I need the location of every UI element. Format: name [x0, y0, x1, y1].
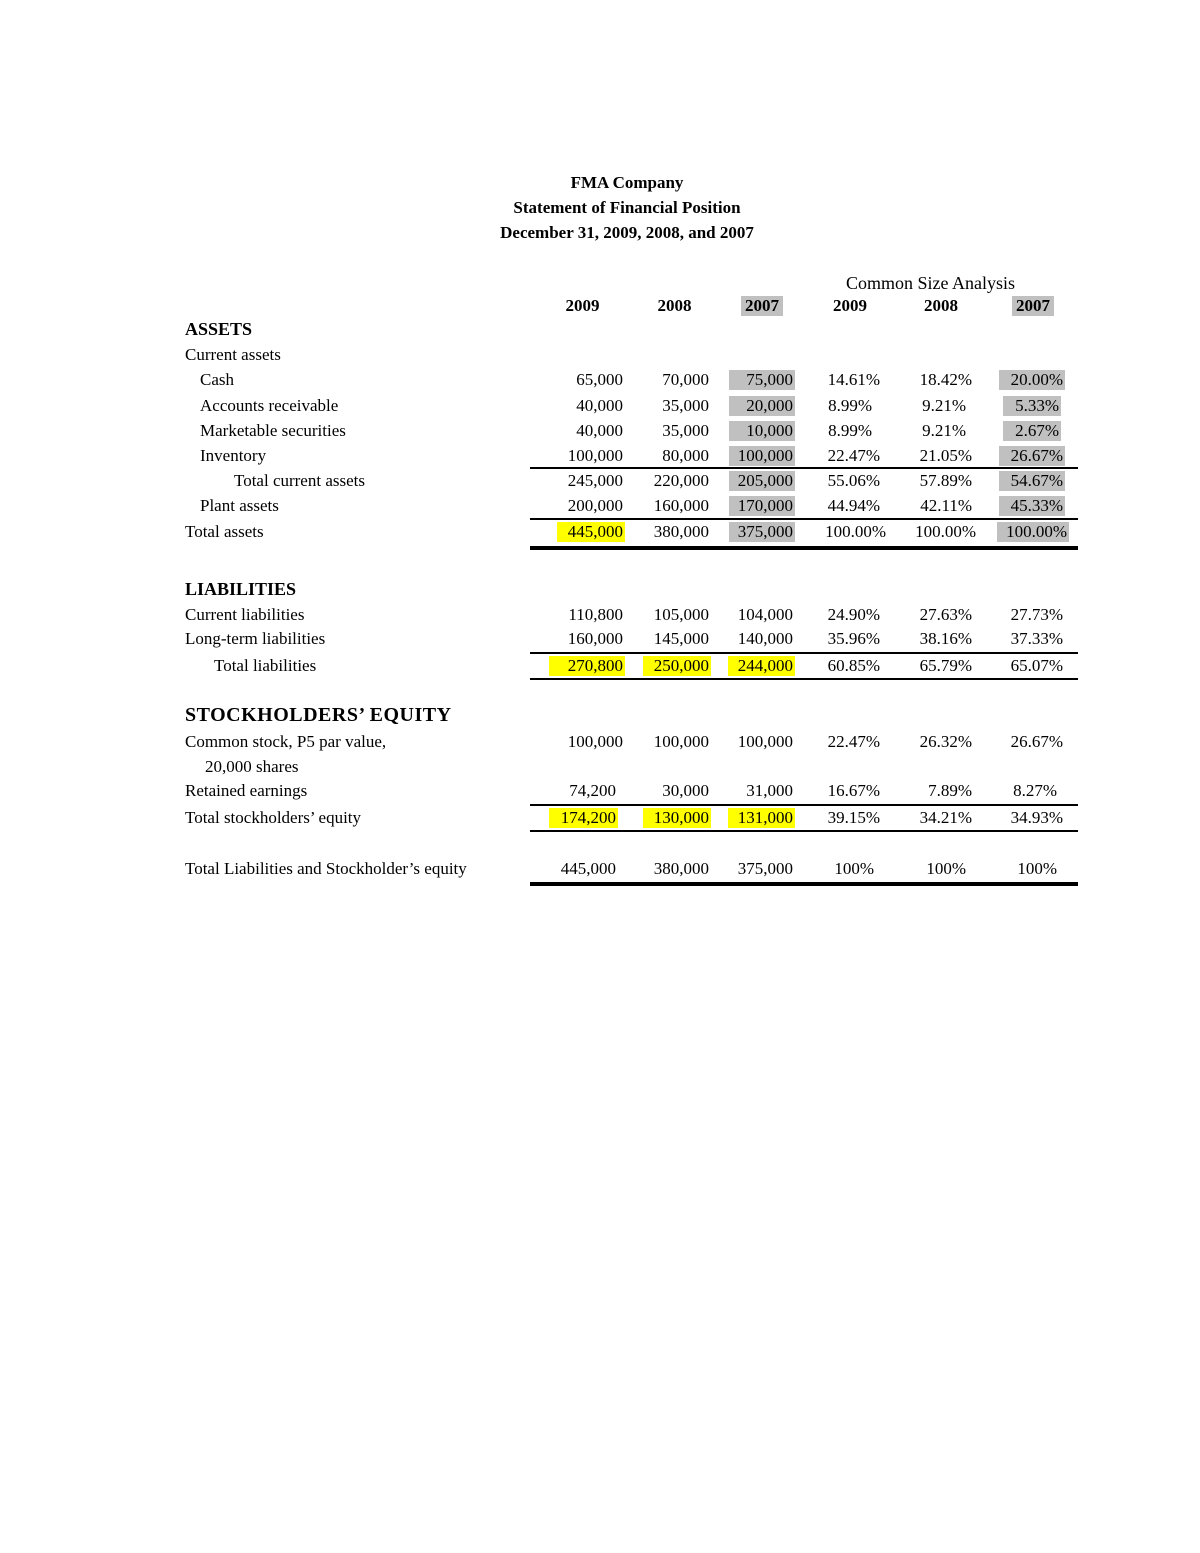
ta-pct-2007: 100.00% — [997, 522, 1069, 542]
ltl-2009: 160,000 — [567, 629, 623, 648]
tlse-pct-2008: 100% — [926, 859, 966, 878]
ltl-pct-2007: 37.33% — [1010, 629, 1063, 648]
tca-2008: 220,000 — [653, 471, 709, 490]
tl-2007: 244,000 — [728, 656, 795, 676]
cs-2009: 100,000 — [567, 732, 623, 751]
year-header-2009: 2009 — [565, 296, 600, 315]
re-2007: 31,000 — [746, 781, 793, 800]
tca-2009: 245,000 — [567, 471, 623, 490]
inv-pct-2007: 26.67% — [999, 446, 1065, 466]
re-pct-2007: 8.27% — [1013, 781, 1057, 800]
ar-2008: 35,000 — [662, 396, 709, 415]
cs-pct-2009: 22.47% — [827, 732, 880, 751]
tl-2009: 270,800 — [549, 656, 625, 676]
cl-pct-2009: 24.90% — [827, 605, 880, 624]
row-label-total-liabilities-and-equity: Total Liabilities and Stockholder’s equity — [185, 859, 467, 878]
total-rule-liabilities — [530, 678, 1078, 680]
ms-2007: 10,000 — [729, 421, 795, 441]
row-label-common-stock: Common stock, P5 par value, — [185, 732, 387, 751]
tca-pct-2009: 55.06% — [827, 471, 880, 490]
inv-2008: 80,000 — [662, 446, 709, 465]
tse-2008: 130,000 — [643, 808, 711, 828]
section-liabilities: LIABILITIES — [185, 579, 297, 599]
cash-2009: 65,000 — [576, 370, 623, 389]
plant-pct-2007: 45.33% — [999, 496, 1065, 516]
row-label-accounts-receivable: Accounts receivable — [200, 396, 339, 415]
row-label-total-current-assets: Total current assets — [234, 471, 365, 490]
year-header-2007: 2007 — [741, 296, 783, 316]
tl-pct-2008: 65.79% — [919, 656, 972, 675]
ta-2007: 375,000 — [729, 522, 795, 542]
cl-2009: 110,800 — [568, 605, 623, 624]
tca-pct-2008: 57.89% — [919, 471, 972, 490]
tlse-2009: 445,000 — [560, 859, 616, 878]
total-rule-equity — [530, 830, 1078, 832]
row-label-inventory: Inventory — [200, 446, 267, 465]
tl-pct-2009: 60.85% — [827, 656, 880, 675]
re-2008: 30,000 — [662, 781, 709, 800]
tse-pct-2008: 34.21% — [919, 808, 972, 827]
tse-pct-2009: 39.15% — [827, 808, 880, 827]
company-name: FMA Company — [570, 173, 684, 192]
year-header-2008: 2008 — [657, 296, 692, 315]
subsection-current-assets: Current assets — [185, 345, 281, 364]
ta-2008: 380,000 — [653, 522, 709, 541]
tse-2009: 174,200 — [549, 808, 618, 828]
ta-2009: 445,000 — [557, 522, 625, 542]
tlse-2007: 375,000 — [737, 859, 793, 878]
ltl-2008: 145,000 — [653, 629, 709, 648]
ms-pct-2009: 8.99% — [828, 421, 872, 440]
ar-2007: 20,000 — [729, 396, 795, 416]
ltl-pct-2008: 38.16% — [919, 629, 972, 648]
tlse-pct-2009: 100% — [834, 859, 874, 878]
ltl-pct-2009: 35.96% — [827, 629, 880, 648]
row-label-retained-earnings: Retained earnings — [185, 781, 308, 800]
cash-2008: 70,000 — [662, 370, 709, 389]
re-2009: 74,200 — [569, 781, 616, 800]
plant-pct-2009: 44.94% — [827, 496, 880, 515]
tse-pct-2007: 34.93% — [1010, 808, 1063, 827]
row-label-plant-assets: Plant assets — [200, 496, 279, 515]
cs-2008: 100,000 — [653, 732, 709, 751]
inv-pct-2009: 22.47% — [827, 446, 880, 465]
statement-dates: December 31, 2009, 2008, and 2007 — [500, 223, 754, 242]
common-size-header: Common Size Analysis — [846, 273, 1016, 293]
inv-2009: 100,000 — [567, 446, 623, 465]
ar-pct-2007: 5.33% — [1003, 396, 1061, 416]
cs-pct-2007: 26.67% — [1010, 732, 1063, 751]
statement-title: Statement of Financial Position — [513, 198, 741, 217]
total-rule-assets — [530, 546, 1078, 550]
ms-2008: 35,000 — [662, 421, 709, 440]
tl-2008: 250,000 — [643, 656, 711, 676]
ms-pct-2008: 9.21% — [922, 421, 966, 440]
row-label-common-stock-shares: 20,000 shares — [205, 757, 299, 776]
tl-pct-2007: 65.07% — [1010, 656, 1063, 675]
subtotal-rule-assets — [530, 518, 1078, 520]
row-label-current-liabilities: Current liabilities — [185, 605, 305, 624]
subtotal-rule-equity — [530, 804, 1078, 806]
re-pct-2008: 7.89% — [928, 781, 972, 800]
grand-total-rule — [530, 882, 1078, 886]
re-pct-2009: 16.67% — [827, 781, 880, 800]
row-label-marketable-securities: Marketable securities — [200, 421, 346, 440]
row-label-total-liabilities: Total liabilities — [214, 656, 317, 675]
tca-2007: 205,000 — [729, 471, 795, 491]
row-label-total-stockholders-equity: Total stockholders’ equity — [185, 808, 362, 827]
inv-pct-2008: 21.05% — [919, 446, 972, 465]
ta-pct-2009: 100.00% — [825, 522, 886, 541]
cl-pct-2008: 27.63% — [919, 605, 972, 624]
section-assets: ASSETS — [185, 319, 253, 339]
cs-year-header-2009: 2009 — [833, 296, 867, 315]
tca-pct-2007: 54.67% — [999, 471, 1065, 491]
row-label-total-assets: Total assets — [185, 522, 264, 541]
cs-year-header-2008: 2008 — [924, 296, 958, 315]
inv-2007: 100,000 — [729, 446, 795, 466]
cl-2008: 105,000 — [653, 605, 709, 624]
cs-pct-2008: 26.32% — [919, 732, 972, 751]
row-label-long-term-liabilities: Long-term liabilities — [185, 629, 326, 648]
ltl-2007: 140,000 — [737, 629, 793, 648]
cash-pct-2007: 20.00% — [999, 370, 1065, 390]
ms-pct-2007: 2.67% — [1003, 421, 1061, 441]
plant-2008: 160,000 — [653, 496, 709, 515]
section-stockholders-equity: STOCKHOLDERS’ EQUITY — [185, 704, 452, 726]
ar-2009: 40,000 — [576, 396, 623, 415]
ms-2009: 40,000 — [576, 421, 623, 440]
cs-year-header-2007: 2007 — [1012, 296, 1054, 316]
cl-2007: 104,000 — [737, 605, 793, 624]
ar-pct-2008: 9.21% — [922, 396, 966, 415]
cash-pct-2009: 14.61% — [827, 370, 880, 389]
ta-pct-2008: 100.00% — [915, 522, 976, 541]
plant-pct-2008: 42.11% — [920, 496, 972, 515]
ar-pct-2009: 8.99% — [828, 396, 872, 415]
cash-pct-2008: 18.42% — [919, 370, 972, 389]
cs-2007: 100,000 — [737, 732, 793, 751]
subtotal-rule-current-assets — [530, 467, 1078, 469]
tlse-2008: 380,000 — [653, 859, 709, 878]
cl-pct-2007: 27.73% — [1010, 605, 1063, 624]
subtotal-rule-liabilities — [530, 652, 1078, 654]
plant-2007: 170,000 — [729, 496, 795, 516]
tse-2007: 131,000 — [728, 808, 795, 828]
row-label-cash: Cash — [200, 370, 234, 389]
tlse-pct-2007: 100% — [1017, 859, 1057, 878]
cash-2007: 75,000 — [729, 370, 795, 390]
plant-2009: 200,000 — [567, 496, 623, 515]
